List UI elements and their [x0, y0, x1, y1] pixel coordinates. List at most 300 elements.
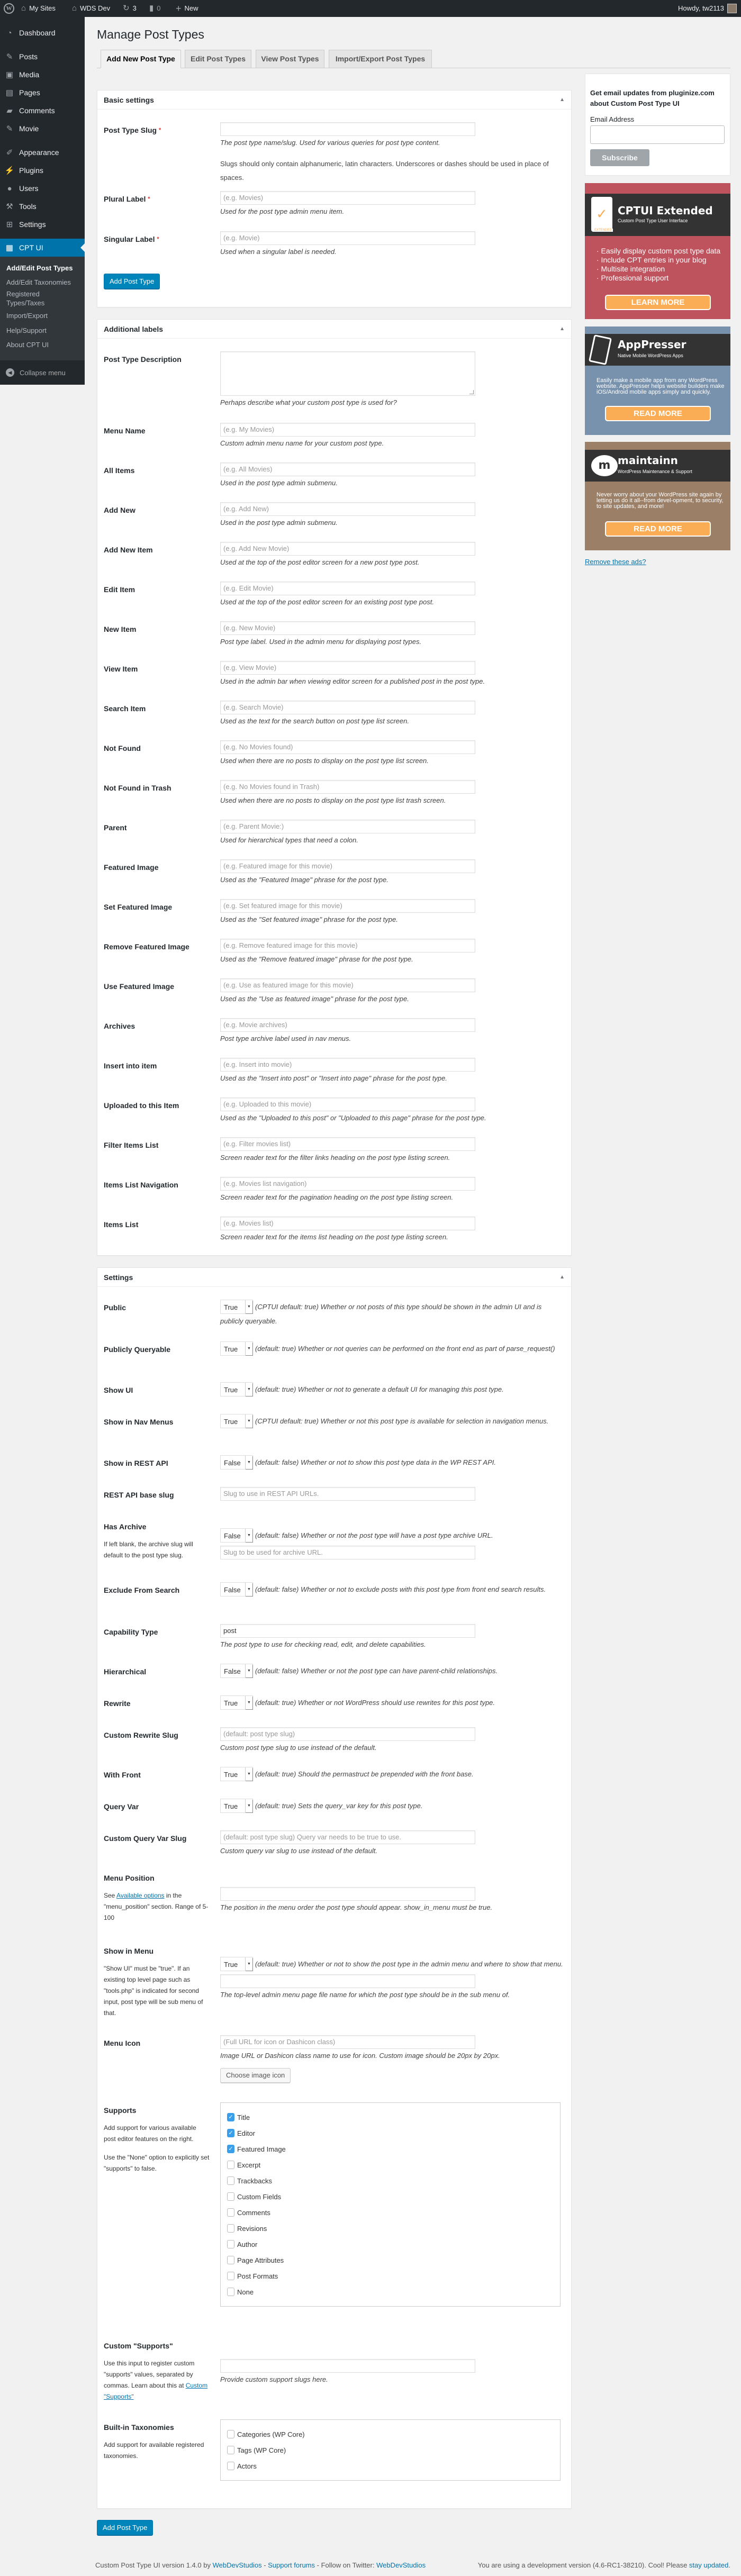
field-control [220, 582, 564, 607]
field-label [104, 545, 210, 555]
checkbox-post-formats[interactable] [227, 2268, 554, 2284]
submenu-item-import-export[interactable]: Import/Export [6, 312, 48, 320]
submenu-item-help-support[interactable]: Help/Support [6, 326, 47, 334]
checkbox-none[interactable] [227, 2284, 554, 2300]
collapse-menu-button[interactable] [0, 360, 85, 385]
site-name-menu[interactable] [72, 0, 110, 17]
field-control [220, 1414, 564, 1428]
choose-image-icon-button[interactable]: Choose image icon [220, 2068, 291, 2083]
field-help-text: Post type label. Used in the admin menu for displaying post types. [220, 638, 422, 646]
form-row-exclude-from-search [97, 1570, 571, 1611]
field-help-text: Used as the "Featured Image" phrase for the post type. [220, 876, 388, 884]
panel-header[interactable] [97, 90, 571, 110]
field-label-text: Filter Items List [104, 1141, 159, 1149]
checkbox-unchecked-icon[interactable] [227, 2446, 234, 2454]
field-label [104, 783, 210, 793]
field-label [104, 1140, 210, 1150]
field-label-text: Singular Label [104, 235, 155, 243]
new-content-menu[interactable] [176, 0, 198, 17]
form-row-insert-into-item [97, 1045, 571, 1085]
select-value: False [224, 1459, 241, 1467]
sidebar-item-dashboard[interactable] [0, 24, 85, 42]
checkbox-unchecked-icon[interactable] [227, 2462, 234, 2470]
checkbox-tags-wp-core[interactable] [227, 2442, 554, 2458]
field-help-text: Used as the "Insert into post" or "Insert into page" phrase for the post type. [220, 1074, 447, 1082]
checkbox-label: Custom Fields [237, 2192, 282, 2201]
custom-rewrite-slug-input[interactable]: (default: post type slug) [220, 1727, 475, 1741]
sidebar-item-plugins[interactable] [0, 161, 85, 179]
field-help-text: Screen reader text for the filter links heading on the post type listing screen. [220, 1154, 450, 1162]
form-row-supports [97, 2090, 571, 2325]
show-in-menu-select[interactable] [220, 1957, 253, 1971]
checkbox-checked-icon[interactable]: ✓ [227, 2145, 234, 2153]
field-control [220, 2359, 564, 2384]
checkbox-editor[interactable] [227, 2125, 554, 2141]
field-label-text: Archives [104, 1022, 135, 1030]
dropdown-arrow-icon: ▼ [245, 1342, 252, 1355]
items-list-navigation-input[interactable]: (e.g. Movies list navigation) [220, 1177, 475, 1191]
field-help-text: Used for the post type admin menu item. [220, 207, 345, 215]
add-post-type-submit-button[interactable]: Add Post Type [97, 2520, 153, 2535]
checkbox-actors[interactable] [227, 2458, 554, 2474]
checkbox-featured-image[interactable] [227, 2141, 554, 2157]
ad-cta-button[interactable]: LEARN MORE [605, 295, 711, 310]
field-help-text: The top-level admin menu page file name for which the post type should be in the sub menu of. [220, 1991, 510, 1999]
custom-supports-input[interactable] [220, 2359, 475, 2373]
plus-icon: + [176, 3, 182, 14]
field-control [220, 191, 564, 216]
has-archive-select[interactable] [220, 1528, 253, 1543]
singular-label-input[interactable]: (e.g. Movie) [220, 231, 475, 245]
field-label-text: Uploaded to this Item [104, 1101, 179, 1110]
ad-banner [585, 194, 730, 236]
tab-view-post-types[interactable]: View Post Types [256, 50, 324, 68]
sidebar-item-users[interactable] [0, 179, 85, 197]
checkbox-unchecked-icon[interactable] [227, 2161, 234, 2169]
checkbox-unchecked-icon[interactable] [227, 2288, 234, 2296]
checkbox-unchecked-icon[interactable] [227, 2192, 234, 2201]
subscribe-button[interactable]: Subscribe [590, 149, 649, 166]
new-item-input[interactable]: (e.g. New Movie) [220, 621, 475, 635]
select-row [220, 1414, 564, 1428]
add-new-input[interactable]: (e.g. Add New) [220, 502, 475, 516]
checkbox-unchecked-icon[interactable] [227, 2224, 234, 2233]
field-help-text: (default: false) Whether or not to show this post type data in the WP REST API. [255, 1458, 496, 1466]
field-control [220, 1341, 564, 1356]
sidebar-item-label: Appearance [19, 148, 59, 157]
field-label-text: Custom Rewrite Slug [104, 1731, 178, 1739]
capability-type-input[interactable]: post [220, 1624, 475, 1638]
dropdown-arrow-icon: ▼ [245, 1383, 252, 1396]
field-control [220, 939, 564, 964]
field-help-text: (default: true) Whether or not WordPress should use rewrites for this post type. [255, 1699, 495, 1707]
ad-banner [585, 334, 730, 366]
parent-input[interactable]: (e.g. Parent Movie:) [220, 820, 475, 833]
field-help-text: Used as the "Uploaded to this post" or "Uploaded to this page" phrase for the post type. [220, 1114, 486, 1122]
field-help-text: (CPTUI default: true) Whether or not posts of this type should be shown in the admin UI and is publicly queryable. [220, 1303, 542, 1325]
items-list-input[interactable]: (e.g. Movies list) [220, 1217, 475, 1230]
sidebar-item-appearance[interactable] [0, 143, 85, 161]
ad-cta-button[interactable]: READ MORE [605, 521, 711, 537]
avatar [727, 4, 737, 13]
dropdown-arrow-icon: ▼ [245, 1767, 252, 1781]
my-sites-menu[interactable] [21, 0, 56, 17]
ad-apppresser[interactable] [585, 326, 730, 435]
collapse-arrow-icon[interactable]: ▲ [559, 1274, 565, 1280]
field-label-text: Show UI [104, 1386, 133, 1394]
field-label [104, 902, 210, 912]
field-help-text: (default: false) Whether or not to exclude posts with this post type from front end search results. [255, 1585, 546, 1593]
checkbox-label: Trackbacks [237, 2176, 272, 2185]
sidebar-item-pages[interactable] [0, 84, 85, 102]
filter-items-list-input[interactable]: (e.g. Filter movies list) [220, 1137, 475, 1151]
field-label-text: Menu Icon [104, 2039, 141, 2047]
field-label-text: Add New Item [104, 546, 153, 554]
plugin-icon: ⚡ [4, 166, 15, 175]
form-row-new-item [97, 609, 571, 648]
field-help-text: Post type archive label used in nav menus. [220, 1035, 351, 1042]
field-help-text: (default: false) Whether or not the post type will have a post type archive URL. [255, 1531, 493, 1539]
submenu-item-registered-types-taxes[interactable]: Registered Types/Taxes [6, 290, 45, 307]
footer-credits [95, 2561, 426, 2569]
field-label-text: Show in Menu [104, 1947, 154, 1955]
comment-icon: ▰ [6, 106, 13, 115]
show-in-rest-api-select[interactable] [220, 1455, 253, 1470]
checkbox-label: Post Formats [237, 2272, 278, 2280]
webdevstudios-link[interactable]: WebDevStudios [212, 2561, 262, 2569]
ad-cta-button[interactable]: READ MORE [605, 406, 711, 421]
field-label [104, 1834, 210, 1843]
field-label-text: With Front [104, 1771, 141, 1779]
ad-title: maintainn [618, 454, 678, 467]
submenu-item-add-edit-post-types[interactable]: Add/Edit Post Types [6, 264, 73, 272]
checkbox-unchecked-icon[interactable] [227, 2208, 234, 2217]
comments-menu[interactable] [149, 0, 161, 17]
field-note [104, 2123, 210, 2145]
all-items-input[interactable]: (e.g. All Movies) [220, 462, 475, 476]
field-label-text: Rewrite [104, 1699, 131, 1708]
add-post-type-button[interactable]: Add Post Type [104, 274, 160, 289]
checkbox-label: Editor [237, 2129, 255, 2137]
required-marker: * [158, 127, 161, 133]
form-row-all-items [97, 450, 571, 489]
field-help-text: Used when there are no posts to display on the post type list screen. [220, 757, 429, 765]
field-label-text: Set Featured Image [104, 903, 173, 911]
field-note [104, 2439, 210, 2462]
field-label [104, 2038, 210, 2048]
field-label-text: Insert into item [104, 1062, 157, 1070]
checkbox-trackbacks[interactable] [227, 2173, 554, 2189]
field-label [104, 1101, 210, 1110]
stay-updated-link[interactable]: stay updated [689, 2561, 729, 2569]
use-featured-image-input[interactable]: (e.g. Use as featured image for this movie) [220, 978, 475, 992]
field-label-text: Publicly Queryable [104, 1345, 171, 1354]
form-row-query-var [97, 1786, 571, 1818]
field-help-text: Screen reader text for the items list heading on the post type listing screen. [220, 1233, 448, 1241]
field-label-text: All Items [104, 466, 135, 475]
field-control [220, 820, 564, 845]
field-label-text: Custom "Supports" [104, 2342, 173, 2350]
field-control [220, 351, 564, 407]
uploaded-to-this-item-input[interactable]: (e.g. Uploaded to this movie) [220, 1097, 475, 1111]
view-item-input[interactable]: (e.g. View Movie) [220, 661, 475, 675]
show-ui-select[interactable] [220, 1382, 253, 1396]
custom-supports-link[interactable]: Custom "Supports" [104, 2382, 208, 2400]
field-label-text: Has Archive [104, 1522, 147, 1531]
select-row [220, 1300, 564, 1328]
field-control [220, 2035, 564, 2083]
field-control [220, 1582, 564, 1597]
publicly-queryable-select[interactable] [220, 1341, 253, 1356]
collapse-arrow-icon[interactable]: ▲ [559, 97, 565, 103]
available-options-link[interactable]: Available options [116, 1892, 165, 1899]
text-segment: - [261, 2561, 268, 2569]
tab-add-new-post-type[interactable]: Add New Post Type [101, 50, 181, 68]
form-row-built-in-taxonomies [97, 2407, 571, 2509]
field-label-text: REST API base slug [104, 1491, 174, 1499]
post-type-slug-input[interactable] [220, 122, 475, 136]
form-row-menu-icon [97, 2022, 571, 2090]
tab-edit-post-types[interactable]: Edit Post Types [185, 50, 251, 68]
comment-icon: ▮ [149, 4, 154, 13]
checkbox-unchecked-icon[interactable] [227, 2176, 234, 2185]
sidebar-item-tools[interactable] [0, 197, 85, 215]
remove-ads-link[interactable]: Remove these ads? [585, 558, 646, 566]
sidebar-item-label: CPT UI [19, 243, 43, 252]
edit-item-input[interactable]: (e.g. Edit Movie) [220, 582, 475, 595]
form-row-public [97, 1287, 571, 1329]
sidebar-item-label: Dashboard [19, 29, 56, 37]
field-help-text: Provide custom support slugs here. [220, 2375, 328, 2383]
sidebar-item-label: Posts [19, 52, 38, 61]
post-type-description-textarea[interactable] [220, 351, 475, 396]
with-front-select[interactable] [220, 1767, 253, 1781]
checkbox-author[interactable] [227, 2236, 554, 2252]
field-help-text: Used as the "Use as featured image" phrase for the post type. [220, 995, 409, 1003]
insert-into-item-input[interactable]: (e.g. Insert into movie) [220, 1058, 475, 1072]
field-note [104, 1963, 210, 2019]
hierarchical-select[interactable] [220, 1664, 253, 1678]
field-label [104, 1490, 210, 1500]
form-row-menu-position [97, 1857, 571, 1930]
dashboard-icon: ◔ [7, 28, 12, 38]
field-control [220, 423, 564, 448]
remove-featured-image-input[interactable]: (e.g. Remove featured image for this movie) [220, 939, 475, 953]
panel-header[interactable] [97, 320, 571, 339]
checkbox-revisions[interactable] [227, 2220, 554, 2236]
wordpress-logo-menu[interactable] [4, 0, 14, 17]
field-label-text: Built-in Taxonomies [104, 2423, 174, 2432]
select-value: True [224, 1802, 238, 1810]
checkbox-custom-fields[interactable] [227, 2189, 554, 2205]
webdevstudios-link[interactable]: WebDevStudios [376, 2561, 426, 2569]
checkbox-checked-icon[interactable]: ✓ [227, 2113, 234, 2121]
show-in-nav-menus-select[interactable] [220, 1414, 253, 1428]
sidebar-item-media[interactable] [0, 66, 85, 84]
custom-query-var-slug-input[interactable]: (default: post type slug) Query var needs to be true to use. [220, 1830, 475, 1844]
sidebar-item-cpt-ui[interactable] [0, 239, 85, 257]
form-row-set-featured-image [97, 886, 571, 926]
sidebar-item-posts[interactable] [0, 48, 85, 66]
plural-label-input[interactable]: (e.g. Movies) [220, 191, 475, 205]
field-label [104, 234, 210, 244]
account-menu[interactable] [678, 0, 737, 17]
field-label-text: View Item [104, 665, 138, 673]
public-select[interactable] [220, 1300, 253, 1314]
ad-body [597, 378, 729, 395]
set-featured-image-input[interactable]: (e.g. Set featured image for this movie) [220, 899, 475, 913]
checkbox-checked-icon[interactable]: ✓ [227, 2129, 234, 2137]
field-help-text: (default: false) Whether or not the post type can have parent-child relationships. [255, 1667, 498, 1675]
field-help-text: (default: true) Sets the query_var key for this post type. [255, 1802, 423, 1810]
select-value: True [224, 1345, 238, 1353]
field-label [104, 1730, 210, 1740]
ad-banner [585, 450, 730, 482]
field-label [104, 1345, 210, 1354]
ad-maintainn[interactable] [585, 442, 730, 550]
document-check-icon [591, 197, 612, 232]
ad-body-line: · Multisite integration [597, 265, 665, 273]
form-row-post-type-description [97, 339, 571, 410]
checkbox-categories-wp-core[interactable] [227, 2426, 554, 2442]
field-label [104, 355, 210, 364]
field-control [220, 1887, 564, 1912]
query-var-select[interactable] [220, 1799, 253, 1813]
ad-cptui-extended[interactable] [585, 183, 730, 319]
field-label-text: New Item [104, 625, 137, 633]
field-help-text: Used in the post type admin submenu. [220, 479, 338, 487]
menu-name-input[interactable]: (e.g. My Movies) [220, 423, 475, 437]
add-new-item-input[interactable]: (e.g. Add New Movie) [220, 542, 475, 556]
panel-header[interactable] [97, 1268, 571, 1287]
select-value: False [224, 1586, 241, 1594]
checkbox-group [220, 2102, 561, 2307]
settings-panel [97, 1267, 572, 2509]
field-help-text: Used as the text for the search button on post type list screen. [220, 717, 409, 725]
show-in-menu-input[interactable] [220, 1974, 475, 1988]
form-row-not-found-in-trash [97, 767, 571, 807]
text-segment: . [728, 2561, 730, 2569]
submenu-item-add-edit-taxonomies[interactable]: Add/Edit Taxonomies [6, 278, 71, 286]
text-segment: If left blank, the archive slug will default to the post type slug. [104, 1540, 193, 1559]
field-label [104, 585, 210, 594]
text-segment: Use this input to register custom "supports" values, separated by commas. Learn about this at [104, 2360, 195, 2389]
field-label [104, 1385, 210, 1395]
field-help-text: (default: true) Should the permastruct be prepended with the front base. [255, 1770, 474, 1778]
field-label [104, 1021, 210, 1031]
menu-icon-input[interactable]: (Full URL for icon or Dashicon class) [220, 2035, 475, 2049]
select-value: True [224, 1961, 238, 1969]
field-help-text: Used at the top of the post editor screen for a new post type post. [220, 558, 420, 566]
select-value: False [224, 1532, 241, 1540]
field-control [220, 859, 564, 885]
form-row-view-item [97, 648, 571, 688]
checkbox-excerpt[interactable] [227, 2157, 554, 2173]
checkbox-comments[interactable] [227, 2205, 554, 2220]
field-help-text: (default: true) Whether or not queries can be performed on the front end as part of parse_request() [255, 1345, 555, 1353]
archives-input[interactable]: (e.g. Movie archives) [220, 1018, 475, 1032]
select-value: True [224, 1771, 238, 1779]
checkbox-group [220, 2419, 561, 2481]
checkbox-unchecked-icon[interactable] [227, 2256, 234, 2264]
field-label [104, 1770, 210, 1780]
not-found-in-trash-input[interactable]: (e.g. No Movies found in Trash) [220, 780, 475, 794]
updates-menu[interactable] [123, 0, 137, 17]
required-marker: * [148, 196, 150, 202]
field-control [220, 780, 564, 805]
site-name-label: WDS Dev [80, 4, 111, 12]
search-item-input[interactable]: (e.g. Search Movie) [220, 701, 475, 714]
field-control [220, 1097, 564, 1123]
collapse-arrow-icon[interactable]: ▲ [559, 326, 565, 332]
field-label [104, 1522, 210, 1561]
featured-image-input[interactable]: (e.g. Featured image for this movie) [220, 859, 475, 873]
not-found-input[interactable]: (e.g. No Movies found) [220, 740, 475, 754]
sidebar-item-comments[interactable] [0, 102, 85, 120]
field-label-text: Edit Item [104, 585, 135, 594]
field-label-text: Use Featured Image [104, 982, 175, 991]
field-label [104, 194, 210, 204]
rest-api-base-slug-input[interactable]: Slug to use in REST API URLs. [220, 1487, 475, 1501]
form-row-not-found [97, 728, 571, 767]
checkbox-label: None [237, 2288, 254, 2296]
settings-icon: ⊞ [6, 220, 13, 229]
field-control [220, 1528, 564, 1559]
rewrite-select[interactable] [220, 1695, 253, 1710]
exclude-from-search-select[interactable] [220, 1582, 253, 1597]
sidebar-item-label: Users [19, 184, 39, 193]
submenu-item-about-cpt-ui[interactable]: About CPT UI [6, 341, 49, 349]
form-row-hierarchical [97, 1651, 571, 1683]
ad-body-line: Never worry about your WordPress site again by letting us do it all--from devel-opment, to security, to site updates, and more! [597, 492, 724, 510]
dropdown-arrow-icon: ▼ [245, 1300, 252, 1313]
form-row-custom-supports [97, 2325, 571, 2407]
form-row-filter-items-list [97, 1124, 571, 1164]
support-forums-link[interactable]: Support forums [268, 2561, 315, 2569]
menu-position-input[interactable] [220, 1887, 475, 1901]
field-label [104, 1417, 210, 1427]
sidebar-item-label: Movie [19, 124, 39, 133]
checkbox-unchecked-icon[interactable] [227, 2240, 234, 2248]
checkbox-label: Tags (WP Core) [237, 2446, 286, 2454]
checkbox-unchecked-icon[interactable] [227, 2272, 234, 2280]
field-control [220, 899, 564, 924]
sidebar-item-settings[interactable] [0, 215, 85, 233]
checkbox-label: Comments [237, 2208, 270, 2217]
field-control [220, 661, 564, 686]
has-archive-input[interactable]: Slug to be used for archive URL. [220, 1546, 475, 1559]
select-row [220, 1528, 564, 1543]
checkbox-unchecked-icon[interactable] [227, 2430, 234, 2438]
field-control [220, 740, 564, 766]
ad-subtitle: WordPress Maintenance & Support [618, 469, 692, 474]
field-label-text: Search Item [104, 704, 146, 713]
checkbox-title[interactable] [227, 2109, 554, 2125]
form-row-show-in-menu [97, 1930, 571, 2022]
checkbox-page-attributes[interactable] [227, 2252, 554, 2268]
form-row-rest-api-base-slug [97, 1474, 571, 1506]
tab-import-export-post-types[interactable]: Import/Export Post Types [329, 50, 432, 68]
field-label [104, 664, 210, 674]
dropdown-arrow-icon: ▼ [245, 1456, 252, 1469]
field-control [220, 542, 564, 567]
sidebar-item-movie[interactable] [0, 120, 85, 138]
email-field[interactable] [590, 125, 725, 144]
field-label [104, 2423, 210, 2462]
field-label-text: Post Type Slug [104, 126, 157, 134]
brush-icon: ✐ [6, 148, 13, 157]
checkbox-label: Page Attributes [237, 2256, 284, 2264]
